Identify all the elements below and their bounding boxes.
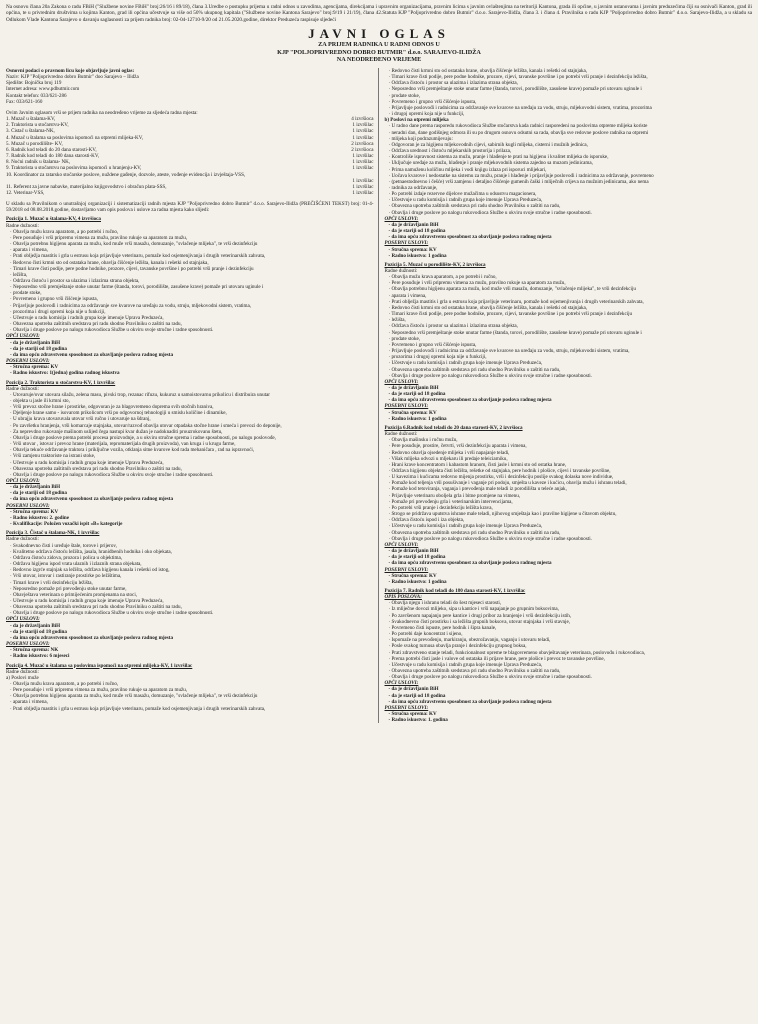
duty-item: · Učestvuje u radu komisija i radnih grupa koje imenuje Uprava Preduzeća, <box>10 459 164 466</box>
condition-item: - da je stariji od 18 godina <box>388 554 446 561</box>
duty-item: · Po potrebi daje koncentrat i sijeno, <box>388 631 463 638</box>
duty-item: · Obavještava veterinara o primijećenim promjenama na stoci, <box>10 591 138 598</box>
duty-item: · Obavlja i druge poslove po nalogu rukovodioca Službe u okviru svoje stručne i radne sposobnosti. <box>10 610 214 617</box>
condition-item: - Radno iskustvo: 1. godina <box>388 717 448 724</box>
position-name: 1. Muzač u štalama-KV, <box>6 116 56 123</box>
position-heading: Pozicija 1. Muzač u štalama-KV, 4 izvršioca <box>6 216 101 223</box>
text-paragraph: Naziv: KJP "Poljoprivredno dobro Butmir" doo Sarajevo – Ilidža <box>6 74 139 81</box>
condition-item: - da ima opću zdravstvenu sposobnost za obavljanje poslova radnog mjesta <box>388 234 552 241</box>
position-name: 9. Traktorista u stočarstvu na poslovima ispomoći u hranjenju-KV, <box>6 165 142 172</box>
left-column <box>6 68 379 723</box>
duty-item: · Vrši zamjenu traktoriste na istrani stoke, <box>10 453 96 460</box>
duty-item: · Vrši utovar, istovar i rastiranje prostirke po ležištima, <box>10 573 122 580</box>
duty-item: · Pomaže kod tetoviranja, vaganja i prevođenja male teladi iz porodilišta u teleće anjak, <box>388 486 567 493</box>
duty-item: · Povremeno čisti ispuste, pere hodnik i šipra kanale, <box>388 624 497 631</box>
duty-item: · Obavlja potrebnu higijenu aparata za mužu, kod muže vrši masažu, domuzanje, "svlačenje mlijeka", te vrši dezinfekciju <box>10 693 258 700</box>
duty-item: · neradni dan, dane godišnjeg odmora ili su po drugom osnovu odsutni sa rada, obavlja sve redovne poslove radnika na otpremi <box>388 129 649 136</box>
duty-item: · U ubrajju krava utovaruvala utovar vrši ručno i utovaruje na šdranj, <box>10 416 151 423</box>
position-count: 1 izvršilac <box>352 128 374 135</box>
condition-item: - Radno iskustvo: 1(jedna) godina radnog iskustva <box>10 370 120 377</box>
duty-item: · Obavlja i druge poslove po nalogu rukovodioca Službe u okviru svoje stručne i radne sposobnosti. <box>388 674 592 681</box>
duty-item: · Po potrebi izdaje rezervne dijelove mužačima u odsustvu magacionera, <box>388 191 537 198</box>
duty-item: · Obavlja i druge poslove prema potrebi procesa proizvodnje, a u okviru stručne sprema i radne sposobnosti, po nalogu poslovođe, <box>10 434 276 441</box>
duty-item: · Obavezna upotreba zaštitnih sredstava pri radu shodno Pravilniku o zaštiti na radu, <box>388 203 561 210</box>
duty-item: · Uočava kvarove i nedostatke na sistemu za mužu, pranje i hlađenje i prijavljuje poslovođi i radnicima za održavanje, povremeno <box>388 172 654 179</box>
duty-item: · Obavlja i druge poslove po nalogu rukovodioca Službe u okviru svoje stručne i radne sposobnosti. <box>10 471 214 478</box>
duty-item: · Timari krave čisti podije, pere podne hodnike, prozore, cijevi, tavanske površine i po potrebi vrši pranje i dezinfekciju <box>388 311 633 318</box>
position-name: 10. Koordinator za ratarsko stočarske poslove, nuždene gađenje, dozvole, ateste, vođenje evidencija i izvještaja-VSS, <box>6 171 246 178</box>
duty-item: · Obavezna upotreba zaštitnih sredstava pri radu shodno Pravilniku o zaštiti na radu, <box>388 668 561 674</box>
position-name: 12. Veterinar-VSS, <box>6 189 45 196</box>
condition-item: - da je stariji od 18 godina <box>10 628 67 635</box>
duty-item: · Pere posuđuje, prostire, četvrti, vrši dezinfekciju aparata i vimena, <box>388 443 527 450</box>
text-paragraph: Kontakt telefon: 033/621-286 <box>6 92 67 99</box>
duty-item: · Obavlja njegu i ishranu teladi do šest mjeseci starosti, <box>388 600 502 607</box>
right-column <box>385 68 753 723</box>
conditions-heading: POSEBNI USLOVI: <box>6 358 50 365</box>
duty-item: · Obavlja mašinsku i ručnu mužu, <box>388 437 458 444</box>
condition-item: - Radno iskustvo: 1 godina <box>388 578 447 585</box>
duty-item: · radnika za održavanje, <box>388 184 438 191</box>
duty-item: · Prijavljuje poslovođi i radnicima za održavanje sve kvarove na uređaju za vodu, struju, mljekovodni sistem, vratima, prozorima <box>388 104 652 111</box>
duty-item: · Prati oblježja mastitis i grla u estrusu koja prijavljuje veterinaru, pomaže kod osjemenjivanja i drugih veterinarskih zahvata, <box>10 705 266 712</box>
duty-item: · Timari krave i vrši dezinfekciju ležišta, <box>10 579 93 586</box>
text-paragraph: Fax: 033/621-160 <box>6 98 43 105</box>
condition-item: - Stručna sprema: KV <box>10 364 59 371</box>
duty-item: · Prijavljuje poslovođi i radnicima za održavanje sve kvarove na uređaju za vodu, struju, mljekovodni sistem, vratima, <box>10 302 252 309</box>
condition-item: - Stručna sprema: KV <box>388 409 437 416</box>
duty-item: · Kontroliše ispravnost sistema za mužu, pranje i hlađenje te prati na higijenu i kvalitet mlijeka do isporuke, <box>388 154 609 161</box>
condition-item: - da je stariji od 18 godina <box>388 228 446 235</box>
duty-item: · Obavlja i druge poslove po nalogu rukovodioca Službe u okviru svoje stručne i radne sposobnosti. <box>10 327 214 334</box>
duty-item: · Učestvuje u radu komisija i radnih grupa koje imenuje Uprava Preduzeća, <box>388 197 543 204</box>
duty-item: · Pere posuđuje i vrši pripremu vimena za mužu, pravilno rukuje sa aparatom za mužu, <box>10 234 188 241</box>
conditions-heading: OPĆI USLOVI: <box>384 215 419 222</box>
conditions-heading: POSEBNI USLOVI: <box>384 403 429 410</box>
duty-item: · Održava higijenu ispod vrata ulaznih i izlaznih strana objekata, <box>10 561 142 568</box>
duty-item: · ležišta, <box>388 317 406 324</box>
duty-item: · prodate stoke, <box>388 335 421 342</box>
condition-item: - da je državljanin BiH <box>388 384 439 391</box>
duty-item: · prozorima i drugoj opremi koja nije u funkciji, <box>388 354 487 361</box>
announcement-subtitle-1: ZA PRIJEM RADNIKA U RADNI ODNOS U <box>318 41 440 49</box>
duty-item: · Održava čistoću i prostor sa ulazima i izlazima strana objekta, <box>388 323 518 330</box>
position-name: 4. Muzač u štalama sa poslovima ispomoći na otpremi mlijeka-KV, <box>6 134 143 141</box>
duty-item: · Redovno izgrće stajnjak sa ležišta, održava higijenu kanala i rešetki od istog, <box>10 567 170 574</box>
conditions-heading: OPĆI USLOVI: <box>6 616 40 623</box>
position-count: 2 izvršioca <box>351 140 374 147</box>
position-heading: Pozicija 6.Radnik kod teladi do 20 dana starosti-KV, 2 izvršioca <box>384 424 523 431</box>
duty-item: · Po završenom napajanju pere kantice i drugi pribor za hranjenje i vrši dezinfekciju istih, <box>388 612 572 619</box>
condition-item: - da je državljanin BiH <box>388 686 439 693</box>
condition-item: - Radno iskustvo: 6 mjeseci <box>10 653 70 660</box>
conditions-heading: OPĆI USLOVI: <box>384 378 419 385</box>
duty-item: · Obavlja potrebnu higijenu aparata za mužu, kod muže vrši masažu, domuzanje, "svlačenje mlijeka", te vrši dezinfekciju <box>10 241 258 248</box>
text-paragraph: Radne dužnosti: <box>384 431 418 438</box>
condition-item: - da je stariji od 18 godina <box>388 692 446 699</box>
duty-item: · Prima namuženu količinu mlijeka i vodi knjigu izlaza pri isporuci mlijekari, <box>388 166 547 173</box>
duty-item: · Neposredno vrši premještanje stoke unutar farme (štanda, torovi, porodilište, zasušene krave) pomaže pri utovaru uginule i <box>10 284 264 291</box>
condition-item: - da je državljanin BiH <box>388 548 439 555</box>
duty-item: · Ispomaže na prevođenju, markiranju, obezrožavanju, vaganju i utovaru teladi, <box>388 637 551 644</box>
duty-item: · Timari krave čisti podije, pere podne hodnike, prozore, cijevi, tavanske površine i po potrebi vrši pranje i dezinfekciju ležišta, <box>388 74 648 81</box>
duty-item: · Obavlja mužu krava aparatom, a po potrebi i ručno, <box>10 228 119 235</box>
duty-item: · Učestvuje u radu komisija i radnih grupa koje imenuje Uprava Preduzeća, <box>10 597 164 604</box>
duty-item: · Obavlja i druge poslove po nalogu rukovodioca Službe u okviru svoje stručne i radne sposobnosti. <box>388 535 592 542</box>
duty-item: · Prati zdravstveno stanje teladi, funkcionalnost opreme te blagovremeno obavještavanje veterinara, poslovođu i rukovodioca, <box>388 649 646 656</box>
condition-item: - Kvalifikacije: Položen vozački ispit «B» kategorije <box>10 521 123 528</box>
position-heading: Pozicija 3. Čistač u štalama-NK, 1 izvršilac <box>6 530 100 537</box>
text-paragraph: Radne dužnosti: <box>6 536 39 543</box>
announcement-header <box>6 26 752 64</box>
duty-item: · Obavlja potrebnu higijenu aparata za mužu, kod muže vrši masažu, domuzanje, "svlačenje mlijeka", te vrši dezinfekciju <box>388 286 636 293</box>
condition-item: - da je državljanin BiH <box>388 221 439 228</box>
position-name: 2. Traktorista u stočarstvu-KV, <box>6 122 69 129</box>
duty-item: · Prijavljuje poslovođi i radnicima za održavanje sve kvarove na uređaju za vodu, struju, mljekovodni sistem, vratima, <box>388 348 630 355</box>
position-name: 5. Muzač u porodilište- KV, <box>6 140 63 147</box>
text-paragraph: a) Poslovi muže <box>6 674 39 681</box>
duty-item: · Učestvuje u radu komisija i radnih grupa koje imenuje Uprava Preduzeća, <box>388 360 543 367</box>
duty-item: · i drugoj opremi koja nije u funkciji, <box>388 111 465 118</box>
position-count: 1 izvršilac <box>352 183 374 190</box>
conditions-heading: OPĆI USLOVI: <box>384 541 419 548</box>
condition-item: - da ima opću zdravstvenu sposobnost za obavljanje poslova radnog mjesta <box>10 496 174 503</box>
position-name: 7. Radnik kod teladi do 180 dana starosti-KV, <box>6 153 100 160</box>
duty-item: · Prema potrebi čisti jasle i valove od ostataka ili prijave hrane, pere plošice i prevoz te tavanske površine, <box>388 655 605 662</box>
duty-item: · Povremeno i grupno vrši čišćenje ispusta, <box>388 98 477 105</box>
position-count: 1 izvršilac <box>352 159 374 166</box>
condition-item: - Stručna sprema: KV <box>10 508 59 515</box>
position-heading: Pozicija 2. Traktorista u stočarstvu-KV, 1 izvršilac <box>6 379 116 386</box>
position-name: 11. Referent za javne nabavke, materijalno knjigovodstvo i obračun plata-SSS, <box>6 183 167 190</box>
duty-item: · Povremeno i grupno vrši čišćenje ispusta, <box>10 296 98 303</box>
text-paragraph: Ovim Javnim oglasom vrši se prijem radnika na neodređeno vrijeme za sljedeća radna mjesta: <box>6 109 198 116</box>
duty-item: · Povremeno i grupno vrši čišćenje ispusta, <box>388 341 477 348</box>
conditions-heading: POSEBNI USLOVI: <box>384 240 429 247</box>
duty-item: · Pere posuđuje i vrši pripremu vimena za mužu, pravilno rukuje sa aparatom za mužu, <box>388 280 566 287</box>
duty-item: · Po potrebi vrši pranje i dezinfekciju ležišta krava, <box>388 504 493 511</box>
condition-item: - da ima opću zdravstvenu sposobnost za obavljanje poslova radnog mjesta <box>388 397 552 404</box>
duty-item: · Strogo se pridržava uputstva ishrane male teladi, njihovog smještaja kao i pravilne higijene u čitavom objektu, <box>388 511 617 518</box>
duty-item: · Odgovoran je za higijenu mljekovodnih cijevi, sabirnih kugli mlijeka, cisterni i mužnih jedinica, <box>388 141 588 148</box>
position-heading: Pozicija 4. Muzač u štalama sa poslovima ispomoći na otpremi mlijeka-KV, 1 izvršilac <box>6 662 193 669</box>
duty-item: · aparata i vimena, <box>10 247 48 254</box>
duty-item: · Održava čistoću ispod i iza objekta, <box>388 517 465 524</box>
conditions-heading: POSEBNI USLOVI: <box>384 704 429 711</box>
intro-paragraph: Na osnovu člana 20a Zakona o radu FBiH ("Službene novine FBiH" broj:26/16 i 89/18), člana 3.Uredbe o postupku prijema u radni odnos u zavodima, agencijama, direkcijama i upravnim organizacijama, pravnim licima s javnim ovlaštenjima na teritoriji Kantona, grada ili općine, u javnim ustanovama i javnim preduzećima čiji su osnivači Kanton, grad ili općina, te u privrednim društvima u kojima Kanton, grad ili općina učestvuje sa više od 50% ukupnog kapitala ("Službene novine Kantona Sarajevo" broj:9/19 i 21/19), člana 42.Statuta KJP "Poljoprivredno dobro Butmir" d.o.o. Sarajevo-Ilidža, člana 3. i člana 4. Pravilnika o radu KJP "Poljoprivredno dobro Butmir" d.o.o. Sarajevo-Ilidža, a u skladu sa Odlukom Vlade Kantona Sarajevo o davanju saglasnosti za prijem radnika broj: 02-04-12710-9/20 od 21.05.2020.godine, direktor Preduzeća raspisuje sljedeći <box>6 4 752 23</box>
duty-item: · prozorima i drugi opremi koja nije u funkciji, <box>10 308 106 315</box>
duty-item: · Održava higijenu objekta čisti ležišta, rešetke od stajnjaka, pere hodnik i plošice, cijevi i tavanske površine, <box>388 468 611 474</box>
conditions-heading: OPĆI USLOVI: <box>6 478 40 484</box>
duty-item: · Učestvuje u radu komisija i radnih grupa koje imenuje Uprava Preduzeća, <box>388 661 543 668</box>
duty-item: · aparata i vimena, <box>10 699 48 706</box>
conditions-heading: OPIS POSLOVA: <box>384 594 422 601</box>
condition-item: - Radno iskustvo: 2. godine <box>10 514 70 521</box>
duty-item: · Obavlja i druge poslove po nalogu rukovodioca Službe u okviru svoje stručne i radne sposobnosti. <box>388 372 592 379</box>
duty-item: · Utovaruje/ovar utovara silažu, zelena masu, pivski trop, rezanac rifuzu, kukuruz u samoistovarnu prikolicu i distribuira unutar <box>10 391 270 398</box>
duty-item: · Za neprevdno rukovanje mašinom uslijed čega nastupi kvar dužan je nadoknaditi prouzrokovanu štetu, <box>10 428 223 435</box>
duty-item: · aparata i vimena, <box>388 292 427 299</box>
condition-item: - Stručna sprema: KV <box>388 572 437 579</box>
condition-item: - da je državljanin BiH <box>10 339 61 346</box>
position-count: 1 izvršilac <box>352 165 374 172</box>
condition-item: - da je stariji od 18 godina <box>388 391 446 398</box>
duty-item: · Obavezna upotreba zaštitnih sredstava pri radu shodno Pravilniku o zaštiti na radu, <box>388 366 561 373</box>
text-paragraph: Sjedište: Bojnička broj 119 <box>6 80 62 87</box>
condition-item: - da ima opću zdravstvenu sposobnost za obavljanje poslova radnog mjesta <box>10 634 174 641</box>
duty-item: · Kvalitetno održava čistoću ležišta, jasala, hranidbenih hodnika i oko objekata, <box>10 548 172 555</box>
conditions-heading: POSEBNI USLOVI: <box>6 641 50 648</box>
duty-item: · objekta u jasle ili krmni sto, <box>10 397 70 404</box>
duty-item: · Održava urednost i čistoću mljekarskih prostorija i prilaza, <box>388 148 512 155</box>
announcement-subtitle-2: KJP "POLJOPRIVREDNO DOBRO BUTMIR" d.o.o. SARAJEVO-ILIDŽA <box>277 48 481 56</box>
position-name: 8. Noćni radnik u štalama- NK, <box>6 159 71 166</box>
conditions-heading: POSEBNI USLOVI: <box>6 502 50 509</box>
duty-item: · Neposredno pomaže pri prevođenju stoke unutar farme, <box>10 585 127 592</box>
duty-item: · prodate stoke, <box>10 290 42 297</box>
condition-item: - da je državljanin BiH <box>10 622 61 629</box>
duty-item: · Obavezna upotreba zaštitnih sredstava pri radu shodno Pravilniku o zaštiti na radu, <box>10 465 182 472</box>
announcement-title: JAVNI OGLAS <box>308 26 450 42</box>
condition-item: - da ima opću zdravstvenu sposobnost za obavljanje poslova radnog mjesta <box>10 351 174 358</box>
position-count: 1 izvršilac <box>352 177 374 184</box>
text-paragraph: Internet adresa: www.pdbutmir.com <box>6 86 80 93</box>
text-paragraph: Radne dužnosti: <box>384 268 418 274</box>
text-paragraph: Radne dužnosti: <box>6 385 39 392</box>
condition-item: - da je državljanin BiH <box>10 484 61 491</box>
duty-item: · Redovno čisti krmni sto od ostataka hrane, obavlja čišćenje ležišta, kanala i rešetki od stajnjaka, <box>10 259 209 266</box>
condition-item: - Radno iskustvo: 1 godina <box>388 252 447 259</box>
duty-item: · Obavezna upotreba zaštitnih sredstava pri radu shodno Pravilniku o zaštiti na radu, <box>10 321 182 328</box>
condition-item: - da ima opću zdravstvenu sposobnost za obavljanje poslova radnog mjesta <box>388 698 552 705</box>
condition-item: - Stručna sprema: NK <box>10 647 59 654</box>
duty-item: · Neposredno vrši premještanje stoke unutar farme (štanda, torovi, porodilište, zasušene krave) pomaže pri utovaru uginule i <box>388 86 642 93</box>
duty-item: · Održava čistoću i prostor sa ulazima i izlazima strana objekta, <box>10 278 140 284</box>
conditions-heading: OPĆI USLOVI: <box>6 333 40 340</box>
duty-item: · Pomaže pri prevođenju grla i veterinarskim intervencijama, <box>388 498 513 505</box>
duty-item: · Svakodnevno čisti i uređuje štale, torove i prijerov, <box>10 542 117 549</box>
condition-item: - da ima opću zdravstvenu sposobnost za obavljanje poslova radnog mjesta <box>388 560 552 567</box>
bold-label: b) Poslovi na otpremi mlijeka <box>384 117 449 124</box>
condition-item: - da je stariji od 18 godina <box>10 490 67 497</box>
duty-item: · Pomaže kod teljenja vrši posušivanje i vaganje pri podoju, smješta u kaveze i kućicu, obavlja mužu i ishranu teladi, <box>388 480 627 487</box>
duty-item: · Obavlja mužu krava aparatom, a po potrebi i ručno, <box>10 681 119 687</box>
duty-item: · Višak mlijeka odvozi u mljekaru ili predaje teleiciarniku, <box>388 455 508 462</box>
position-count: 1 izvršilac <box>352 153 374 160</box>
duty-item: · Obavlja i druge poslove po nalogu rukovodioca Službe u okviru svoje stručne i radne sposobnosti. <box>388 209 592 216</box>
position-count: 1 izvršilac <box>352 122 374 129</box>
duty-item: · Redovno čisti krmni sto od ostataka hrane, obavlja čišćenje ležišta, kanala i rešetki od stajnjaka, <box>388 304 588 311</box>
text-paragraph: Radne dužnosti: <box>6 222 39 229</box>
position-count: 2 izvršioca <box>351 146 374 153</box>
duty-item: · Redovno čisti krmni sto od ostataka hrane, obavlja čišćenje ležišta, kanala i rešetki od stajnjaka, <box>388 68 588 74</box>
duty-item: · Učestvuje u radu komisija i radnih grupa koje imenuje Uprava Preduzeća, <box>10 314 164 321</box>
duty-item: · Vrši utovar , istovar i prevoz hrane (materijala, repromaterijala drugih proizvoda), van kruga i u krugu farme, <box>10 441 236 448</box>
position-name: 3. Čistač u štalama-NK, <box>6 128 55 135</box>
duty-item: · Uključuje uređaje za mužu, hlađenje i pranje mljekovodnih sistema zajedno sa muzom jedinicama, <box>388 160 593 167</box>
duty-item: · Timari krave čisti podije, pere podne hodnike, prozore, cijevi, tavanske površine i po potrebi vrši pranje i dezinfekciju <box>10 265 254 272</box>
duty-item: · Prati oblježja mastitis i grla u estrusu koja prijavljuje veterinaru, pomaže kod osjemenjivanja i drugih veterinarskih zahvata, <box>10 253 266 260</box>
position-count: 1 izvršilac <box>352 189 374 196</box>
text-paragraph: U skladu sa Pravilnikom o unutrašnjoj organizaciji i sistematizaciji radnih mjesta KJP "Poljoprivredno dobro Butmir" d.o.o. Sarajevo-Ilidža (PREČIŠĆENI TEKST) broj: 01-4-59/2018 od 08.08.2018.godine, dostavljamo vam opis poslova i uslove za radna mjesta kako slijedi: <box>6 201 374 214</box>
condition-item: - da je stariji od 18 godina <box>10 345 67 352</box>
duty-item: · U radno dane prema rasporedu rukovodioca Službe stočarstva kada radnici rasporedeni na poslovima otpreme mlijeka koriste <box>388 123 648 130</box>
bold-label: Osnovni podaci o pravnom licu koje objavljuje javni oglas: <box>6 68 135 74</box>
position-heading: Pozicija 7. Radnik kod teladi do 180 dana starosti-KV, 1 izvršilac <box>384 587 526 594</box>
position-name: 6. Radnik kod teladi do 20 dana starosti-KV, <box>6 146 97 153</box>
duty-item: · Održava čistoću zidova, prozora i polica u objektima, <box>10 554 123 561</box>
position-heading: Pozicija 5. Muzač u porodilište-KV, 2 izvršioca <box>384 261 486 268</box>
duty-item: · Neposredno vrši premještanje stoke unutar farme (štanda, torovi, porodilište, zasušene krave) pomaže pri utovaru uginule i <box>388 329 642 336</box>
duty-item: · Prati oblježja mastitis i grla u estrusu koja prijavljuje veterinaru, pomaže kod osjemenjivanja i drugih veterinarskih zahvata, <box>388 298 644 305</box>
duty-item: · Obavezna upotreba zaštitnih sredstava pri radu shodno Pravilniku o zaštiti na radu, <box>388 529 561 536</box>
duty-item: · Vrši prevoz stočne hrane i prostirke, odgovoran je za blagovremeno doprema svih stočnih hraniva, <box>10 404 214 411</box>
condition-item: - Radno iskustvo: 1 godina <box>388 415 447 422</box>
duty-item: · U kavezima i kućicama redovno mijenja prostirku, vrši i dezinfekciju poslije svakog dolaska nove individue, <box>388 474 614 481</box>
duty-item: · Hrani krave koncentratom i kabastom hranom, čisti jasle i krmni sto od ostatka hrane, <box>388 461 567 468</box>
duty-item: · Po završetku hranjenja, vrši komarcaje stajnjaka, utovar/razvođ obavlja utovar otpadaka stočne hrane i smeća i prevozi do deponije, <box>10 422 282 429</box>
duty-item: · Djeljenje hrane samo - isovarom prikolicom vrši po odgovornoj tehnologiji u smislu količine i dinamike, <box>10 410 227 417</box>
conditions-heading: POSEBNI USLOVI: <box>384 566 429 573</box>
duty-item: · mlijeka koji podrazumijevaju: <box>388 135 453 142</box>
duty-item: · Obavlja tekuće održavanje traktora i priključne vozila, otklanja sitne kvarove kod rada mehaničara , rad na ispravnoći, <box>10 447 255 454</box>
duty-item: · Obavlja mužu krava aparatom, a po potrebi i ručno, <box>388 274 497 281</box>
duty-item: · Obavezna upotreba zaštitnih sredstava pri radu shodno Pravilniku o zaštiti na radu, <box>10 604 182 611</box>
text-paragraph: Radne dužnosti: <box>6 668 39 675</box>
duty-item: · Svakodnevno čisti prostirku i sa ležišta grupnih boksova, utovar stajnjaka i vrši stavnje, <box>388 618 571 625</box>
condition-item: - Stručna sprema: KV <box>388 711 437 718</box>
duty-item: · Učestvuje u radu komisija i radnih grupa koje imenuje Uprava Preduzeća, <box>388 523 543 530</box>
duty-item: · prodate stoke, <box>388 92 421 99</box>
duty-item: · Prijavljuje veterinaru oboljela grla i bitne promjene na vimenu, <box>388 492 521 499</box>
duty-item: · Posle svakog turnusa obavlja pranje i dezinfekciju grupnog boksa, <box>388 643 527 650</box>
duty-item: · Održava čistoću i prostor sa ulazima i izlazima strana objekta, <box>388 80 518 87</box>
position-count: 4 izvršioca <box>351 116 374 123</box>
duty-item: · ležišta, <box>10 271 28 278</box>
position-count: 1 izvršilac <box>352 134 374 141</box>
announcement-subtitle-3: NA NEODREĐENO VRIJEME <box>336 56 422 64</box>
two-column-body <box>6 68 752 723</box>
duty-item: · Redovno obavlja ojsedenje mlijeka i vrši napajanje teladi, <box>388 449 510 456</box>
duty-item: · Iz mliječne dovozi mlijeko, sipa u kantice i vrši napajanje po grupnim boksovima, <box>388 606 559 613</box>
duty-item: · (petnaestodnevno i češće) vrši zamjenu i detaljno čišćenje gumenih čaški i mliječnih crijeva na mužnim jedinicama, ako nema <box>388 178 649 185</box>
conditions-heading: OPĆI USLOVI: <box>384 680 419 687</box>
duty-item: · Pere posuđuje i vrši pripremu vimena za mužu, pravilno rukuje sa aparatom za mužu, <box>10 687 188 694</box>
condition-item: - Stručna sprema: KV <box>388 246 437 253</box>
